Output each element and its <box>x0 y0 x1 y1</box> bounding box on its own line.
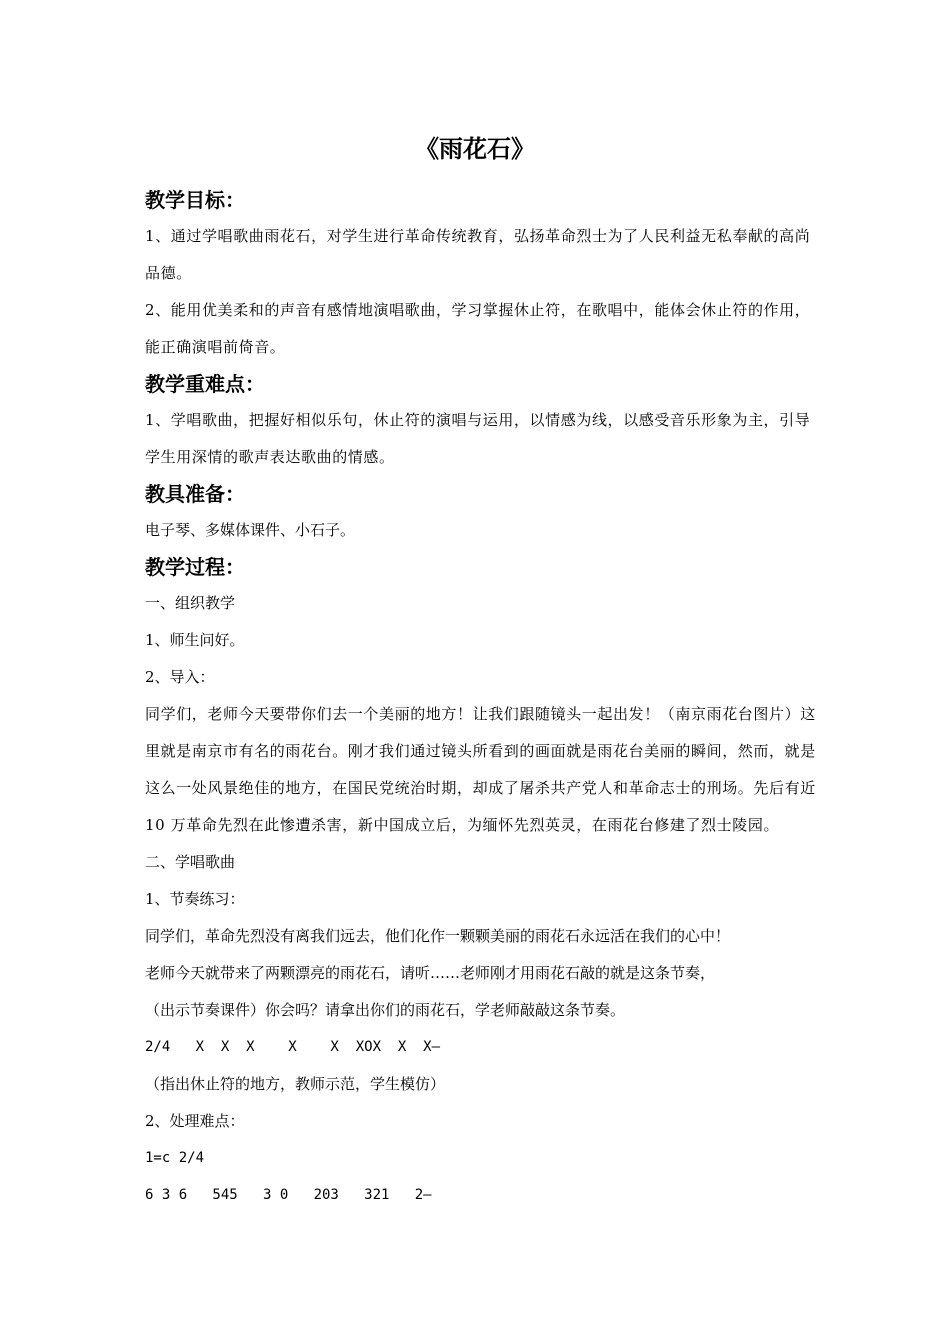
rhythm-notation: 2/4 X X X X X XOX X X— <box>145 1039 441 1055</box>
materials-heading: 教具准备： <box>145 482 245 506</box>
rhythm-text-2: 老师今天就带来了两颗漂亮的雨花石，请听……老师刚才用雨花石敲的就是这条节奏， <box>145 964 716 982</box>
melody-notation: 6 3 6 545 3 0 203 321 2— <box>145 1187 432 1203</box>
materials-text: 电子琴、多媒体课件、小石子。 <box>145 521 356 539</box>
intro-paragraph: 同学们，老师今天要带你们去一个美丽的地方！让我们跟随镜头一起出发！（南京雨花台图片）这里就是南京市有名的雨花台。刚才我们通过镜头所看到的画面就是雨花台美丽的瞬间，然而，就是这么一处风景绝佳的地方，在国民党统治时期，却成了屠杀共产党人和革命志士的刑场。先后有近 10 万革命先烈在此惨遭杀害，新中国成立后，为缅怀先烈英灵，在雨花台修建了烈士陵园。 <box>145 705 816 834</box>
part1-step1: 1、师生问好。 <box>145 631 245 649</box>
process-heading: 教学过程： <box>145 555 245 579</box>
rhythm-text-3: （出示节奏课件）你会吗？请拿出你们的雨花石，学老师敲敲这条节奏。 <box>145 1001 626 1019</box>
key-signature: 1=c 2/4 <box>145 1150 205 1166</box>
part1-title: 一、组织教学 <box>145 594 236 612</box>
part1-step2: 2、导入： <box>145 668 215 686</box>
part2-step1: 1、节奏练习： <box>145 890 245 908</box>
part2-step2: 2、处理难点： <box>145 1112 245 1130</box>
rhythm-text-1: 同学们，革命先烈没有离我们远去，他们化作一颗颗美丽的雨花石永远活在我们的心中！ <box>145 927 731 945</box>
document-body <box>145 182 820 1214</box>
rhythm-note: （指出休止符的地方，教师示范，学生模仿） <box>145 1075 446 1093</box>
objective-item: 1、通过学唱歌曲雨花石，对学生进行革命传统教育，弘扬革命烈士为了人民利益无私奉献的高尚品德。 <box>145 227 811 282</box>
objective-item: 2、能用优美柔和的声音有感情地演唱歌曲，学习掌握休止符，在歌唱中，能体会休止符的作用，能正确演唱前倚音。 <box>145 301 811 356</box>
part2-title: 二、学唱歌曲 <box>145 853 236 871</box>
key-point-item: 1、学唱歌曲，把握好相似乐句，休止符的演唱与运用，以情感为线，以感受音乐形象为主，引导学生用深情的歌声表达歌曲的情感。 <box>145 411 811 466</box>
objectives-heading: 教学目标： <box>145 188 245 212</box>
key-points-heading: 教学重难点： <box>145 372 265 396</box>
document-title: 《雨花石》 <box>415 135 535 163</box>
